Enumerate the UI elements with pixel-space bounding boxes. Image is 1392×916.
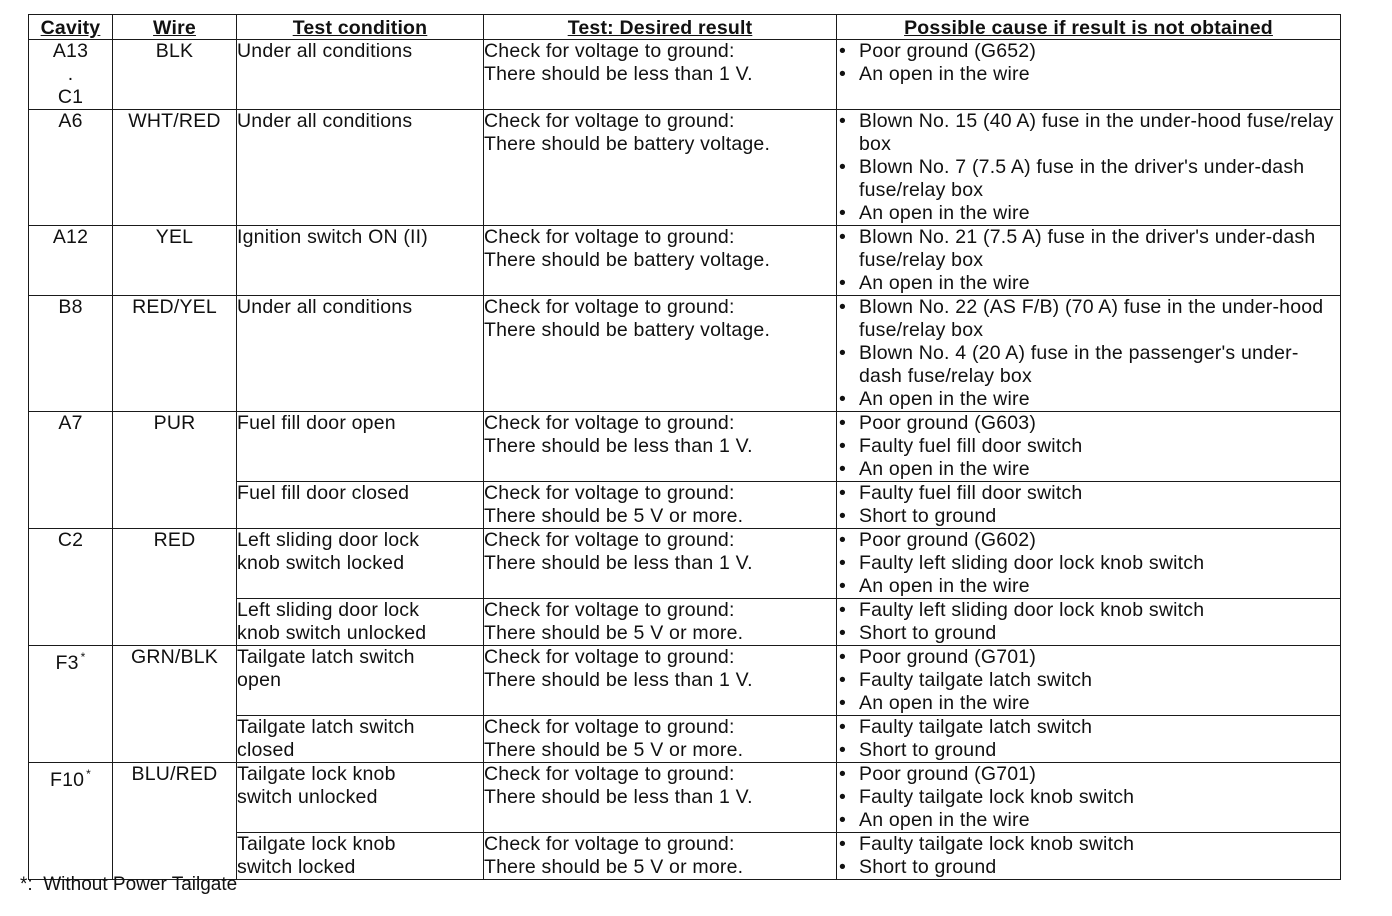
wire-color-cell: PUR — [113, 412, 237, 529]
desired-result-cell — [484, 226, 837, 296]
result-line: Check for voltage to ground: — [484, 226, 735, 248]
desired-result-cell — [484, 110, 837, 226]
cavity-label: B8 — [58, 296, 83, 318]
cavity-label: A7 — [58, 412, 83, 434]
header-cavity: Cavity — [29, 15, 113, 40]
test-condition-cell — [237, 110, 484, 226]
cavity-cell — [29, 226, 113, 296]
table-row — [29, 646, 1341, 716]
desired-result-cell — [484, 716, 837, 763]
cause-item: • Short to ground — [837, 856, 1340, 879]
test-condition-cell — [237, 40, 484, 110]
result-line: Check for voltage to ground: — [484, 412, 735, 434]
cause-list — [837, 529, 1340, 598]
test-condition-cell — [237, 482, 484, 529]
cavity-label: C1 — [57, 86, 84, 108]
condition-line: switch unlocked — [237, 786, 378, 808]
circuit-test-table — [28, 14, 1341, 880]
condition-line: Under all conditions — [237, 296, 413, 318]
cause-item: • An open in the wire — [837, 272, 1340, 295]
cause-item: • Poor ground (G652) — [837, 40, 1340, 63]
cause-list — [837, 110, 1340, 225]
asterisk-mark: * — [86, 767, 92, 781]
cause-list — [837, 646, 1340, 715]
possible-cause-cell — [837, 599, 1341, 646]
table-row — [29, 412, 1341, 482]
cause-item: • An open in the wire — [837, 809, 1340, 832]
condition-line: Under all conditions — [237, 40, 413, 62]
result-line: Check for voltage to ground: — [484, 110, 735, 132]
test-condition-cell — [237, 763, 484, 833]
table-row — [29, 226, 1341, 296]
cause-item: • Short to ground — [837, 739, 1340, 762]
cause-list — [837, 226, 1340, 295]
header-wire: Wire — [113, 15, 237, 40]
cavity-label: C2 — [57, 529, 84, 551]
cause-item: • Blown No. 7 (7.5 A) fuse in the driver's under-dash fuse/relay box — [837, 156, 1340, 202]
result-line: Check for voltage to ground: — [484, 529, 735, 551]
footnote: *: Without Power Tailgate — [20, 874, 238, 895]
condition-line: Tailgate lock knob — [237, 833, 396, 855]
desired-result-cell — [484, 599, 837, 646]
result-line: There should be battery voltage. — [484, 249, 771, 271]
header-row — [29, 15, 1341, 40]
result-line: There should be less than 1 V. — [484, 552, 753, 574]
cause-item: • An open in the wire — [837, 388, 1340, 411]
condition-line: open — [237, 669, 282, 691]
cause-item: • Faulty fuel fill door switch — [837, 435, 1340, 458]
possible-cause-cell — [837, 763, 1341, 833]
result-line: There should be less than 1 V. — [484, 435, 753, 457]
wire-color-cell: RED — [113, 529, 237, 646]
cavity-cell — [29, 763, 113, 880]
cavity-label: F3 * — [55, 650, 86, 674]
table-row — [29, 529, 1341, 599]
cause-item: • Faulty left sliding door lock knob switch — [837, 552, 1340, 575]
possible-cause-cell — [837, 482, 1341, 529]
possible-cause-cell — [837, 646, 1341, 716]
wire-color-cell: YEL — [113, 226, 237, 296]
condition-line: Tailgate latch switch — [237, 646, 415, 668]
wire-color-cell: RED/YEL — [113, 296, 237, 412]
possible-cause-cell — [837, 412, 1341, 482]
result-line: Check for voltage to ground: — [484, 296, 735, 318]
cause-item: • Faulty left sliding door lock knob switch — [837, 599, 1340, 622]
result-line: There should be battery voltage. — [484, 319, 771, 341]
table-row — [29, 296, 1341, 412]
possible-cause-cell — [837, 296, 1341, 412]
desired-result-cell — [484, 529, 837, 599]
cavity-cell — [29, 412, 113, 529]
cause-item: • Blown No. 22 (AS F/B) (70 A) fuse in the under-hood fuse/relay box — [837, 296, 1340, 342]
result-line: Check for voltage to ground: — [484, 482, 735, 504]
cause-item: • Poor ground (G602) — [837, 529, 1340, 552]
cavity-label: F10 * — [49, 767, 92, 791]
condition-line: Tailgate lock knob — [237, 763, 396, 785]
cause-item: • Blown No. 21 (7.5 A) fuse in the driver's under-dash fuse/relay box — [837, 226, 1340, 272]
possible-cause-cell — [837, 40, 1341, 110]
cavity-cell — [29, 646, 113, 763]
test-condition-cell — [237, 716, 484, 763]
test-condition-cell — [237, 296, 484, 412]
header-desired-result: Test: Desired result — [484, 15, 837, 40]
result-line: There should be less than 1 V. — [484, 786, 753, 808]
result-line: Check for voltage to ground: — [484, 646, 735, 668]
result-line: Check for voltage to ground: — [484, 40, 735, 62]
cavity-label: A12 — [52, 226, 89, 248]
desired-result-cell — [484, 40, 837, 110]
table-row — [29, 763, 1341, 833]
result-line: There should be 5 V or more. — [484, 739, 744, 761]
cause-list — [837, 482, 1340, 528]
cause-item: • Poor ground (G603) — [837, 412, 1340, 435]
cause-item: • Faulty fuel fill door switch — [837, 482, 1340, 505]
desired-result-cell — [484, 646, 837, 716]
header-test-condition: Test condition — [237, 15, 484, 40]
table-row — [29, 40, 1341, 110]
condition-line: knob switch unlocked — [237, 622, 427, 644]
condition-line: Fuel fill door open — [237, 412, 396, 434]
cause-item: • Faulty tailgate lock knob switch — [837, 786, 1340, 809]
cause-list — [837, 763, 1340, 832]
test-condition-cell — [237, 529, 484, 599]
cause-item: • An open in the wire — [837, 692, 1340, 715]
condition-line: switch locked — [237, 856, 356, 878]
header-possible-cause: Possible cause if result is not obtained — [837, 15, 1341, 40]
possible-cause-cell — [837, 110, 1341, 226]
desired-result-cell — [484, 833, 837, 880]
result-line: Check for voltage to ground: — [484, 599, 735, 621]
cavity-label: . — [67, 63, 74, 85]
cause-item: • An open in the wire — [837, 202, 1340, 225]
result-line: There should be 5 V or more. — [484, 622, 744, 644]
cavity-cell — [29, 110, 113, 226]
wire-color-cell: WHT/RED — [113, 110, 237, 226]
condition-line: Tailgate latch switch — [237, 716, 415, 738]
wire-color-cell: BLU/RED — [113, 763, 237, 880]
cause-item: • Faulty tailgate latch switch — [837, 716, 1340, 739]
cavity-cell — [29, 296, 113, 412]
cavity-label: A6 — [58, 110, 83, 132]
cause-list — [837, 296, 1340, 411]
cause-list — [837, 833, 1340, 879]
desired-result-cell — [484, 763, 837, 833]
result-line: Check for voltage to ground: — [484, 763, 735, 785]
cause-item: • An open in the wire — [837, 575, 1340, 598]
test-condition-cell — [237, 599, 484, 646]
result-line: There should be less than 1 V. — [484, 63, 753, 85]
desired-result-cell — [484, 482, 837, 529]
wire-color-cell: GRN/BLK — [113, 646, 237, 763]
test-condition-cell — [237, 226, 484, 296]
cause-item: • Blown No. 4 (20 A) fuse in the passenger's under-dash fuse/relay box — [837, 342, 1340, 388]
asterisk-mark: * — [80, 650, 86, 664]
cavity-cell — [29, 529, 113, 646]
result-line: There should be battery voltage. — [484, 133, 771, 155]
cause-item: • Poor ground (G701) — [837, 763, 1340, 786]
cause-item: • Short to ground — [837, 622, 1340, 645]
cavity-cell — [29, 40, 113, 110]
condition-line: Under all conditions — [237, 110, 413, 132]
cavity-label: A13 — [52, 40, 89, 62]
desired-result-cell — [484, 412, 837, 482]
cause-list — [837, 40, 1340, 86]
possible-cause-cell — [837, 716, 1341, 763]
cause-item: • Blown No. 15 (40 A) fuse in the under-hood fuse/relay box — [837, 110, 1340, 156]
wire-color-cell: BLK — [113, 40, 237, 110]
desired-result-cell — [484, 296, 837, 412]
cause-list — [837, 412, 1340, 481]
cause-list — [837, 716, 1340, 762]
result-line: There should be less than 1 V. — [484, 669, 753, 691]
cause-list — [837, 599, 1340, 645]
possible-cause-cell — [837, 529, 1341, 599]
result-line: Check for voltage to ground: — [484, 833, 735, 855]
condition-line: closed — [237, 739, 295, 761]
cause-item: • An open in the wire — [837, 63, 1340, 86]
cause-item: • An open in the wire — [837, 458, 1340, 481]
cause-item: • Poor ground (G701) — [837, 646, 1340, 669]
condition-line: Left sliding door lock — [237, 599, 420, 621]
table-row — [29, 110, 1341, 226]
document-page — [28, 14, 1340, 880]
cause-item: • Faulty tailgate latch switch — [837, 669, 1340, 692]
test-condition-cell — [237, 412, 484, 482]
cause-item: • Faulty tailgate lock knob switch — [837, 833, 1340, 856]
result-line: There should be 5 V or more. — [484, 856, 744, 878]
result-line: There should be 5 V or more. — [484, 505, 744, 527]
result-line: Check for voltage to ground: — [484, 716, 735, 738]
test-condition-cell — [237, 646, 484, 716]
condition-line: Left sliding door lock — [237, 529, 420, 551]
condition-line: Fuel fill door closed — [237, 482, 410, 504]
possible-cause-cell — [837, 226, 1341, 296]
possible-cause-cell — [837, 833, 1341, 880]
test-condition-cell — [237, 833, 484, 880]
condition-line: Ignition switch ON (II) — [237, 226, 428, 248]
cause-item: • Short to ground — [837, 505, 1340, 528]
condition-line: knob switch locked — [237, 552, 405, 574]
